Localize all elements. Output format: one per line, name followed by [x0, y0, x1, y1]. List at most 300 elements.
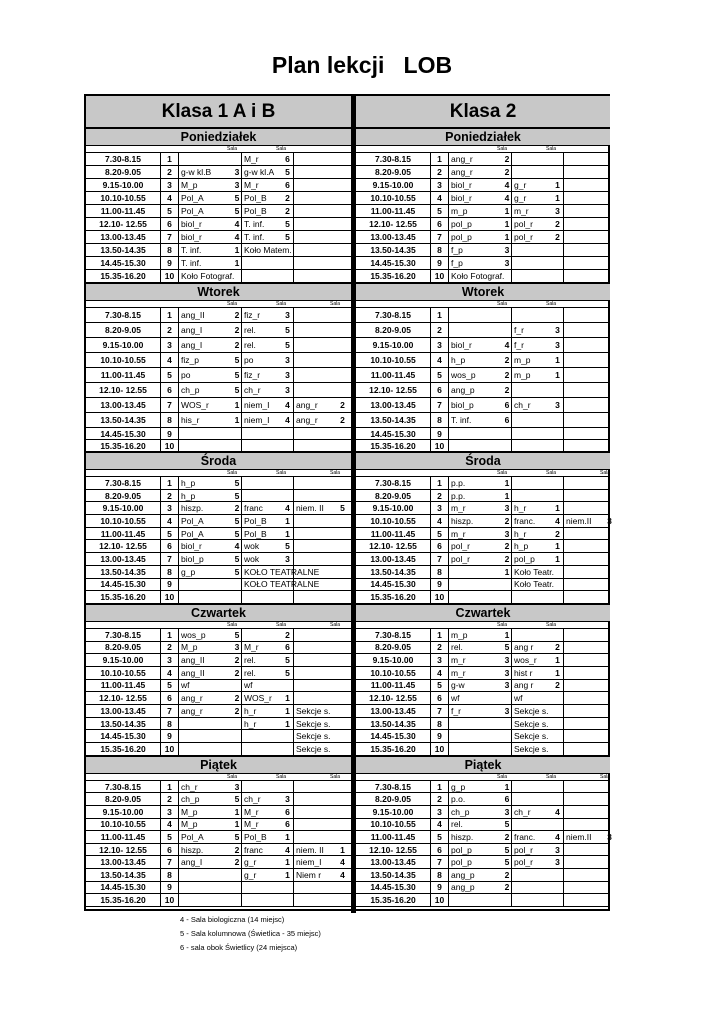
subject-cell: [294, 793, 334, 805]
room-cell: 2: [503, 882, 512, 894]
room-cell: [552, 383, 564, 397]
subject-cell: [179, 579, 233, 591]
lesson-row: [356, 192, 610, 205]
time-cell: 9.15-10.00: [86, 179, 161, 191]
room-cell: [334, 270, 351, 282]
lesson-row: [86, 743, 351, 756]
subject-cell: Sekcje s.: [296, 731, 331, 742]
lesson-number: 7: [431, 231, 449, 243]
lesson-row: [86, 166, 351, 179]
room-cell: 1: [552, 368, 564, 382]
lesson-number: 3: [161, 502, 179, 514]
room-cell: [604, 477, 615, 489]
room-cell: [233, 270, 242, 282]
room-cell: [334, 629, 351, 641]
room-cell: [334, 490, 351, 502]
subject-cell: g-w kl.A: [244, 167, 275, 177]
room-cell: [552, 566, 564, 578]
room-cell: 2: [233, 856, 242, 868]
room-cell: 2: [233, 692, 242, 704]
subject-cell: [564, 383, 604, 397]
room-cell: [503, 440, 512, 451]
subject-cell: WOS_r: [244, 693, 272, 704]
subject-cell: ch_r: [244, 794, 261, 805]
subject-cell: [564, 806, 604, 818]
room-cell: [552, 705, 564, 717]
room-cell: [334, 368, 351, 382]
lesson-row: [86, 515, 351, 528]
sala-label: Sala: [330, 621, 341, 628]
sala-label: Sala: [546, 773, 557, 780]
subject-cell: [294, 667, 334, 679]
sala-label: Sala: [276, 773, 287, 780]
sala-label: Sala: [276, 146, 287, 152]
subject-cell: [512, 894, 552, 906]
subject-cell: h_r: [514, 528, 527, 539]
lesson-number: 8: [161, 413, 179, 427]
room-cell: [604, 528, 615, 540]
subject-cell: [449, 440, 503, 451]
subject-cell: T. inf.: [181, 258, 202, 268]
subject-cell: wf: [244, 680, 253, 691]
subject-cell: ang_I: [181, 340, 203, 350]
subject-cell: franc: [244, 503, 263, 514]
lesson-row: [86, 308, 351, 323]
time-cell: 8.20-9.05: [356, 793, 431, 805]
room-cell: 1: [282, 831, 294, 843]
day-title: Poniedziałek: [86, 128, 351, 146]
time-cell: 11.00-11.45: [86, 368, 161, 382]
time-cell: 13.00-13.45: [356, 231, 431, 243]
note-line: 5 - Sala kolumnowa (Świetlica - 35 miejsc): [180, 929, 321, 938]
room-cell: 2: [552, 680, 564, 692]
lesson-number: 4: [431, 515, 449, 527]
day-title: Piątek: [86, 756, 351, 774]
room-cell: 3: [503, 654, 512, 666]
room-cell: [552, 428, 564, 439]
lesson-row: [356, 705, 610, 718]
room-cell: 1: [233, 398, 242, 412]
subject-cell: [242, 894, 282, 906]
room-cell: [334, 718, 351, 730]
room-cell: [604, 257, 615, 269]
room-cell: 4: [552, 515, 564, 527]
lesson-number: 10: [431, 743, 449, 755]
sala-header-row: [356, 622, 610, 629]
room-cell: 5: [233, 629, 242, 641]
lesson-number: 9: [431, 257, 449, 269]
lesson-number: 8: [161, 869, 179, 881]
lesson-number: 10: [161, 743, 179, 755]
room-cell: 1: [552, 192, 564, 204]
room-cell: 6: [503, 398, 512, 412]
time-cell: 7.30-8.15: [356, 629, 431, 641]
room-cell: 2: [552, 231, 564, 243]
room-cell: 2: [340, 400, 345, 410]
lesson-number: 5: [431, 528, 449, 540]
time-cell: 13.50-14.35: [356, 718, 431, 730]
subject-cell: niem_I: [296, 857, 322, 868]
subject-cell: hiszp.: [181, 503, 204, 514]
lesson-row: [356, 819, 610, 832]
room-cell: 2: [340, 415, 345, 425]
subject-cell: hiszp.: [181, 844, 204, 855]
lesson-row: [86, 591, 351, 604]
time-cell: 11.00-11.45: [86, 528, 161, 540]
subject-cell: pol_p: [451, 219, 472, 229]
subject-cell: [512, 166, 552, 178]
room-cell: [334, 192, 351, 204]
lesson-number: 10: [161, 440, 179, 451]
lesson-row: [86, 383, 351, 398]
room-cell: [604, 166, 615, 178]
room-cell: [233, 428, 242, 439]
room-cell: 2: [233, 338, 242, 352]
room-cell: [282, 428, 294, 439]
room-cell: 3: [233, 166, 242, 178]
sala-label: Sala: [276, 621, 287, 628]
room-cell: 1: [552, 179, 564, 191]
subject-cell: [564, 166, 604, 178]
time-cell: 8.20-9.05: [86, 166, 161, 178]
subject-cell: [294, 353, 334, 367]
room-cell: [233, 894, 242, 906]
room-cell: 2: [503, 869, 512, 881]
time-cell: 7.30-8.15: [356, 781, 431, 793]
room-cell: [604, 705, 615, 717]
subject-cell: niem.II: [566, 831, 592, 842]
lesson-number: 1: [161, 308, 179, 322]
room-cell: 1: [552, 667, 564, 679]
note-line: 6 - sala obok Świetlicy (24 miejsca): [180, 943, 298, 952]
subject-cell: [564, 428, 604, 439]
subject-cell: [294, 591, 334, 603]
lesson-row: [356, 882, 610, 895]
subject-cell: ang_II: [181, 310, 205, 320]
room-cell: 1: [552, 654, 564, 666]
subject-cell: [564, 819, 604, 831]
subject-cell: biol_r: [181, 219, 202, 229]
room-cell: [233, 718, 242, 730]
lesson-row: [86, 667, 351, 680]
room-cell: [604, 179, 615, 191]
subject-cell: p.p.: [451, 477, 466, 488]
lesson-row: [86, 192, 351, 205]
room-cell: [334, 553, 351, 565]
subject-cell: Pol_B: [244, 515, 267, 526]
lesson-row: [86, 579, 351, 592]
day-block: [356, 128, 610, 283]
room-cell: 5: [282, 231, 294, 243]
subject-cell: h_p: [514, 541, 529, 552]
lesson-number: 7: [161, 856, 179, 868]
room-cell: [334, 705, 351, 717]
time-cell: 14.45-15.30: [86, 579, 161, 591]
room-cell: 1: [282, 856, 294, 868]
sala-label: Sala: [497, 621, 508, 628]
time-cell: 10.10-10.55: [356, 667, 431, 679]
room-cell: 5: [233, 528, 242, 540]
room-cell: [552, 781, 564, 793]
subject-cell: [242, 428, 282, 439]
subject-cell: niem.II: [566, 515, 592, 526]
subject-cell: [294, 308, 334, 322]
time-cell: 15.35-16.20: [86, 894, 161, 906]
lesson-number: 7: [431, 705, 449, 717]
subject-cell: g_r: [244, 869, 257, 880]
subject-cell: Koło Matem.: [244, 245, 292, 255]
time-cell: 9.15-10.00: [356, 502, 431, 514]
sala-label: Sala: [497, 470, 508, 476]
room-cell: 1: [233, 806, 242, 818]
lesson-number: 1: [161, 629, 179, 641]
subject-cell: [564, 398, 604, 412]
room-notes: [180, 913, 321, 955]
room-cell: [604, 718, 615, 730]
sala-label: Sala: [227, 773, 238, 780]
room-cell: [334, 338, 351, 352]
room-cell: [334, 781, 351, 793]
day-block: [356, 452, 610, 604]
room-cell: 1: [552, 540, 564, 552]
subject-cell: KOŁO TEATRALNE: [244, 579, 320, 590]
room-cell: 1: [282, 692, 294, 704]
time-cell: 11.00-11.45: [356, 680, 431, 692]
class-title: Klasa 2: [356, 96, 610, 128]
lesson-number: 8: [431, 244, 449, 256]
lesson-number: 2: [161, 490, 179, 502]
time-cell: 10.10-10.55: [356, 515, 431, 527]
sala-header-row: [356, 774, 610, 781]
room-cell: 3: [233, 642, 242, 654]
lesson-number: 1: [431, 477, 449, 489]
room-cell: [604, 856, 615, 868]
room-cell: [552, 166, 564, 178]
time-cell: 14.45-15.30: [356, 257, 431, 269]
lesson-row: [356, 806, 610, 819]
time-cell: 13.50-14.35: [86, 869, 161, 881]
room-cell: [552, 718, 564, 730]
subject-cell: biol_p: [181, 553, 204, 564]
room-cell: [604, 153, 615, 165]
room-cell: 2: [503, 515, 512, 527]
lesson-row: [356, 730, 610, 743]
room-cell: [334, 692, 351, 704]
room-cell: [334, 642, 351, 654]
time-cell: 7.30-8.15: [356, 153, 431, 165]
room-cell: 4: [503, 179, 512, 191]
subject-cell: [294, 819, 334, 831]
lesson-number: 10: [431, 894, 449, 906]
lesson-row: [86, 869, 351, 882]
subject-cell: rel.: [244, 325, 256, 335]
subject-cell: [512, 428, 552, 439]
lesson-number: 5: [161, 368, 179, 382]
subject-cell: [294, 882, 334, 894]
room-cell: [503, 894, 512, 906]
subject-cell: ang_I: [181, 857, 203, 868]
room-cell: [604, 440, 615, 451]
lesson-row: [86, 231, 351, 244]
lesson-number: 7: [161, 705, 179, 717]
subject-cell: [564, 353, 604, 367]
subject-cell: [294, 218, 334, 230]
subject-cell: m_p: [451, 206, 468, 216]
lesson-row: [356, 440, 610, 452]
room-cell: [233, 869, 242, 881]
lesson-row: [356, 218, 610, 231]
room-cell: 5: [233, 793, 242, 805]
room-cell: 1: [552, 502, 564, 514]
subject-cell: [564, 718, 604, 730]
lesson-number: 6: [161, 218, 179, 230]
time-cell: 14.45-15.30: [86, 730, 161, 742]
subject-cell: [564, 338, 604, 352]
subject-cell: [242, 490, 282, 502]
subject-cell: niem_I: [244, 400, 270, 410]
subject-cell: pol_p: [514, 553, 535, 564]
lesson-number: 9: [161, 579, 179, 591]
time-cell: 7.30-8.15: [86, 308, 161, 322]
subject-cell: fiz_r: [244, 310, 261, 320]
room-cell: 4: [552, 806, 564, 818]
room-cell: [334, 591, 351, 603]
lesson-number: 9: [161, 428, 179, 439]
room-cell: 1: [233, 257, 242, 269]
lesson-number: 9: [431, 579, 449, 591]
room-cell: [604, 231, 615, 243]
subject-cell: h_r: [514, 503, 527, 514]
time-cell: 11.00-11.45: [86, 831, 161, 843]
room-cell: [552, 490, 564, 502]
subject-cell: [449, 730, 503, 742]
time-cell: 12.10- 12.55: [356, 844, 431, 856]
class-2-column: [356, 96, 610, 907]
subject-cell: biol_p: [451, 400, 474, 410]
subject-cell: Sekcje s.: [514, 705, 549, 716]
time-cell: 14.45-15.30: [86, 257, 161, 269]
subject-cell: [294, 244, 334, 256]
subject-cell: niem_I: [244, 415, 270, 425]
lesson-row: [356, 629, 610, 642]
room-cell: 2: [503, 153, 512, 165]
subject-cell: [242, 257, 282, 269]
subject-cell: [179, 440, 233, 451]
room-cell: 5: [282, 323, 294, 337]
lesson-number: 3: [161, 179, 179, 191]
subject-cell: f_r: [451, 705, 461, 716]
room-cell: [604, 680, 615, 692]
room-cell: [552, 257, 564, 269]
room-cell: 4: [233, 231, 242, 243]
subject-cell: ang_r: [181, 693, 203, 704]
room-cell: 4: [233, 540, 242, 552]
subject-cell: WOS_r: [181, 400, 209, 410]
subject-cell: m_r: [451, 667, 466, 678]
lesson-row: [356, 231, 610, 244]
room-cell: [552, 579, 564, 591]
lesson-number: 8: [431, 413, 449, 427]
lesson-row: [356, 869, 610, 882]
room-cell: [552, 692, 564, 704]
subject-cell: pol_p: [451, 232, 472, 242]
subject-cell: niem. II: [296, 844, 324, 855]
room-cell: 1: [503, 218, 512, 230]
subject-cell: [294, 831, 334, 843]
subject-cell: Pol_A: [181, 528, 204, 539]
lesson-number: 1: [161, 781, 179, 793]
room-cell: 2: [233, 844, 242, 856]
lesson-row: [356, 540, 610, 553]
room-cell: 6: [282, 642, 294, 654]
lesson-number: 7: [161, 231, 179, 243]
lesson-number: 6: [161, 692, 179, 704]
time-cell: 12.10- 12.55: [356, 540, 431, 552]
subject-cell: KOŁO TEATRALNE: [244, 566, 320, 577]
lesson-row: [356, 680, 610, 693]
room-cell: [334, 428, 351, 439]
lesson-number: 2: [431, 323, 449, 337]
subject-cell: [242, 477, 282, 489]
room-cell: 4: [340, 857, 345, 868]
lesson-row: [356, 894, 610, 907]
room-cell: [503, 718, 512, 730]
subject-cell: [449, 743, 503, 755]
lesson-number: 3: [161, 806, 179, 818]
room-cell: 2: [503, 368, 512, 382]
room-cell: [282, 566, 294, 578]
room-cell: [334, 894, 351, 906]
subject-cell: [179, 869, 233, 881]
subject-cell: [294, 153, 334, 165]
subject-cell: [564, 781, 604, 793]
time-cell: 8.20-9.05: [86, 323, 161, 337]
subject-cell: Sekcje s.: [296, 743, 331, 754]
lesson-number: 9: [431, 882, 449, 894]
room-cell: [604, 413, 615, 427]
time-cell: 13.50-14.35: [356, 869, 431, 881]
room-cell: 3: [503, 705, 512, 717]
subject-cell: Koło Fotograf.: [181, 271, 235, 281]
subject-cell: M_r: [244, 642, 259, 653]
room-cell: 3: [552, 323, 564, 337]
room-cell: 5: [233, 192, 242, 204]
subject-cell: [294, 566, 334, 578]
time-cell: 14.45-15.30: [86, 428, 161, 439]
room-cell: [604, 882, 615, 894]
subject-cell: [294, 257, 334, 269]
subject-cell: franc.: [514, 515, 536, 526]
room-cell: [552, 869, 564, 881]
subject-cell: [564, 540, 604, 552]
lesson-number: 7: [161, 553, 179, 565]
subject-cell: [294, 642, 334, 654]
room-cell: [604, 793, 615, 805]
subject-cell: rel.: [244, 340, 256, 350]
lesson-row: [356, 413, 610, 428]
subject-cell: [294, 231, 334, 243]
subject-cell: [242, 629, 282, 641]
subject-cell: pol_r: [451, 541, 470, 552]
time-cell: 11.00-11.45: [356, 205, 431, 217]
room-cell: 5: [503, 856, 512, 868]
subject-cell: ch_r: [514, 400, 531, 410]
time-cell: 13.50-14.35: [356, 413, 431, 427]
room-cell: 3: [282, 383, 294, 397]
room-cell: 3: [607, 515, 612, 526]
room-cell: 2: [552, 218, 564, 230]
lesson-number: 3: [161, 654, 179, 666]
